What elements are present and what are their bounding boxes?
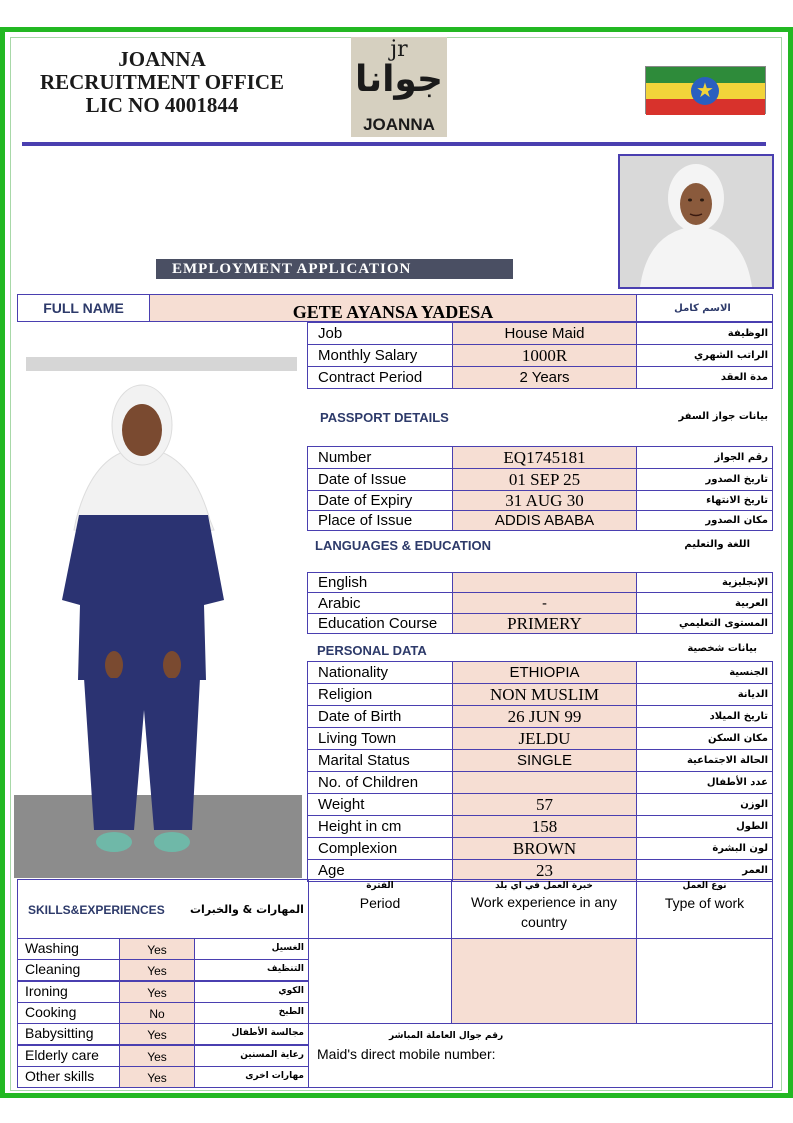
skill-label-ar: الطبخ (194, 1002, 309, 1024)
full-body-photo (14, 380, 302, 878)
job-rows-label-ar: مدة العقد (636, 366, 773, 389)
job-rows-label: Monthly Salary (307, 344, 453, 367)
office-line-1: JOANNA (118, 47, 206, 71)
skill-label: Ironing (17, 981, 120, 1003)
personal-rows-value: ETHIOPIA (452, 661, 637, 684)
skills-title: SKILLS&EXPERIENCES (28, 903, 165, 917)
logo-latin: JOANNA (363, 115, 435, 134)
skill-label: Cleaning (17, 959, 120, 981)
joanna-logo (351, 37, 447, 137)
personal-rows-label-ar: الوزن (636, 793, 773, 816)
personal-rows-value: 23 (452, 859, 637, 882)
personal-rows-label: Complexion (307, 837, 453, 860)
personal-rows-label: Living Town (307, 727, 453, 750)
personal-rows-label: No. of Children (307, 771, 453, 794)
passport-rows-value: 01 SEP 25 (452, 468, 637, 491)
personal-rows-label-ar: الحالة الاجتماعية (636, 749, 773, 772)
experience-work-header: خبرة العمل في اي بلد Work experience in any country (451, 879, 637, 939)
full-name-label: FULL NAME (17, 294, 150, 322)
lang-rows-value (452, 572, 637, 593)
logo-arabic: جوانا (355, 59, 443, 100)
skill-value: No (119, 1002, 195, 1024)
passport-rows-value: 31 AUG 30 (452, 490, 637, 511)
personal-rows-label-ar: الديانة (636, 683, 773, 706)
personal-rows-label-ar: عدد الأطفال (636, 771, 773, 794)
personal-title: PERSONAL DATA (317, 643, 427, 658)
skill-label: Elderly care (17, 1045, 120, 1067)
passport-title: PASSPORT DETAILS (320, 410, 449, 425)
experience-period-cell (308, 938, 452, 1024)
personal-rows-label: Nationality (307, 661, 453, 684)
ethiopia-flag-icon: ★ (645, 66, 766, 114)
office-line-2: RECRUITMENT OFFICE (39, 70, 285, 94)
skill-value: Yes (119, 1023, 195, 1045)
skill-value: Yes (119, 959, 195, 981)
lang-rows-label: Education Course (307, 613, 453, 634)
skill-value: Yes (119, 981, 195, 1003)
personal-rows-label-ar: الطول (636, 815, 773, 838)
personal-title-ar: بيانات شخصية (687, 643, 757, 654)
office-name (22, 48, 302, 117)
passport-rows-label-ar: رقم الجواز (636, 446, 773, 469)
full-name-value: GETE AYANSA YADESA (149, 294, 637, 322)
skill-label-ar: الكوي (194, 981, 309, 1003)
job-rows-value: 2 Years (452, 366, 637, 389)
job-rows-label: Job (307, 322, 453, 345)
personal-rows-label: Religion (307, 683, 453, 706)
personal-rows-value (452, 771, 637, 794)
skill-value: Yes (119, 1045, 195, 1067)
personal-rows-label: Date of Birth (307, 705, 453, 728)
passport-title-ar: بيانات جواز السفر (678, 411, 768, 422)
skill-label-ar: رعاية المسنين (194, 1045, 309, 1067)
personal-rows-value: BROWN (452, 837, 637, 860)
personal-rows-label-ar: العمر (636, 859, 773, 882)
job-rows-label: Contract Period (307, 366, 453, 389)
skill-label: Washing (17, 938, 120, 960)
experience-type-cell (636, 938, 773, 1024)
languages-title: LANGUAGES & EDUCATION (315, 538, 491, 553)
skill-label-ar: مهارات اخرى (194, 1066, 309, 1088)
personal-rows-label: Age (307, 859, 453, 882)
personal-rows-value: JELDU (452, 727, 637, 750)
passport-rows-label: Date of Issue (307, 468, 453, 491)
lang-rows-value: - (452, 592, 637, 614)
personal-rows-label: Weight (307, 793, 453, 816)
personal-rows-label-ar: الجنسية (636, 661, 773, 684)
experience-work-cell (451, 938, 637, 1024)
passport-rows-label: Place of Issue (307, 510, 453, 531)
personal-rows-value: NON MUSLIM (452, 683, 637, 706)
personal-rows-value: 158 (452, 815, 637, 838)
lang-rows-label: Arabic (307, 592, 453, 614)
mobile-label-ar: رقم جوال العاملة المباشر (389, 1031, 504, 1041)
passport-rows-label-ar: تاريخ الصدور (636, 468, 773, 491)
mobile-box (308, 1023, 773, 1088)
skill-label: Cooking (17, 1002, 120, 1024)
personal-rows-label-ar: تاريخ الميلاد (636, 705, 773, 728)
personal-rows-label-ar: مكان السكن (636, 727, 773, 750)
skills-title-ar: المهارات & والخبرات (190, 903, 304, 916)
experience-period-header: الفترة Period (308, 879, 452, 939)
skill-label: Babysitting (17, 1023, 120, 1045)
personal-rows-value: SINGLE (452, 749, 637, 772)
office-license: LIC NO 4001844 (85, 93, 239, 117)
lang-rows-label: English (307, 572, 453, 593)
skills-header (17, 879, 309, 939)
personal-rows-label: Height in cm (307, 815, 453, 838)
skill-value: Yes (119, 1066, 195, 1088)
skill-label-ar: مجالسة الأطفال (194, 1023, 309, 1045)
lang-rows-label-ar: العربية (636, 592, 773, 614)
skill-value: Yes (119, 938, 195, 960)
personal-rows-label: Marital Status (307, 749, 453, 772)
mobile-label: Maid's direct mobile number: (317, 1046, 496, 1062)
passport-rows-label-ar: مكان الصدور (636, 510, 773, 531)
job-rows-label-ar: الوظيفة (636, 322, 773, 345)
personal-rows-value: 57 (452, 793, 637, 816)
full-name-label-ar: الاسم كامل (636, 294, 773, 322)
job-rows-value: 1000R (452, 344, 637, 367)
skill-label-ar: التنظيف (194, 959, 309, 981)
placeholder-bar (26, 357, 297, 371)
job-rows-label-ar: الراتب الشهري (636, 344, 773, 367)
languages-title-ar: اللغة والتعليم (684, 539, 750, 550)
lang-rows-label-ar: المستوى التعليمي (636, 613, 773, 634)
header-divider (22, 142, 766, 146)
passport-rows-value: ADDIS ABABA (452, 510, 637, 531)
skill-label: Other skills (17, 1066, 120, 1088)
passport-rows-label-ar: تاريخ الانتهاء (636, 490, 773, 511)
skill-label-ar: الغسيل (194, 938, 309, 960)
passport-photo (618, 154, 774, 289)
logo-mark: jr (390, 37, 408, 62)
personal-rows-value: 26 JUN 99 (452, 705, 637, 728)
passport-rows-label: Number (307, 446, 453, 469)
personal-rows-label-ar: لون البشرة (636, 837, 773, 860)
application-title: EMPLOYMENT APPLICATION (156, 259, 513, 279)
passport-rows-label: Date of Expiry (307, 490, 453, 511)
experience-type-header: نوع العمل Type of work (636, 879, 773, 939)
lang-rows-label-ar: الإنجليزية (636, 572, 773, 593)
job-rows-value: House Maid (452, 322, 637, 345)
lang-rows-value: PRIMERY (452, 613, 637, 634)
passport-rows-value: EQ1745181 (452, 446, 637, 469)
